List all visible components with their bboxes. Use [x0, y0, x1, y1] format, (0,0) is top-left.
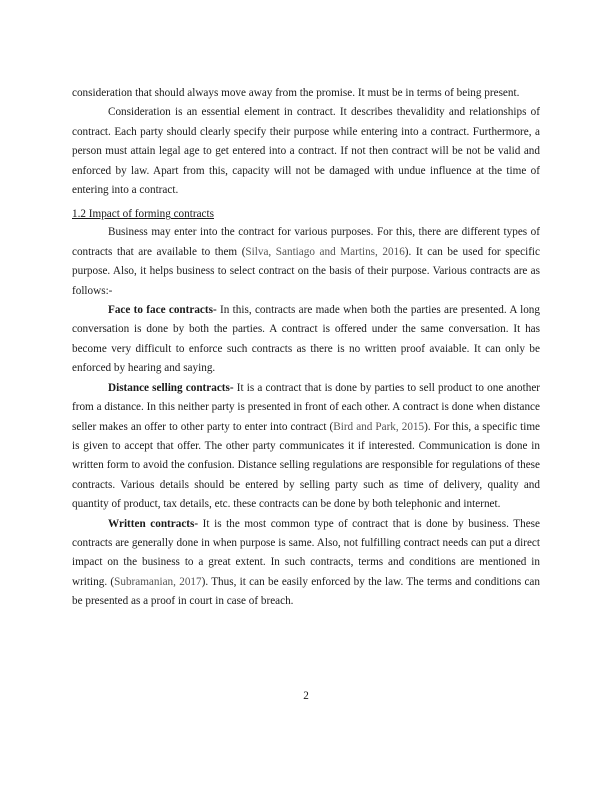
- paragraph-consideration-cont: consideration that should always move away from the promise. It must be in terms of being present.: [72, 87, 520, 99]
- section-heading: 1.2 Impact of forming contracts: [72, 208, 214, 221]
- text-run: It is the most common type of contract that is done by business. These contracts are generally done in when purpose is same. Also, not fulfilling contract needs can put a direct impact on the business to a great extent. In such contracts, terms and conditions are mentioned in writing. (: [72, 517, 540, 588]
- paragraph-distance-selling: [72, 379, 540, 515]
- text-run: It is a contract that is done by parties to sell product to one another from a distance. In this neither party is presented in front of each other. A contract is done when distance seller makes an offer to other party to enter into contract (: [72, 381, 541, 433]
- citation: Silva, Santiago and Martins, 2016: [245, 245, 405, 258]
- paragraph-business-purposes: [72, 223, 540, 301]
- term-distance-selling: Distance selling contracts-: [108, 381, 234, 394]
- text-run: ). It can be used for specific purpose. Also, it helps business to select contract on the basis of their purpose. Various contracts are as follows:-: [72, 245, 541, 297]
- text-run: ). For this, a specific time is given to accept that offer. The other party communicates it if interested. Communication is done in written form to avoid the confusion. Distance selling regulations are responsible for regulations of these contracts. Various details should be entered by selling party such as time of delivery, quality and quantity of product, tax details, etc. these contracts can be done by both telephonic and internet.: [72, 420, 540, 511]
- term-written-contracts: Written contracts-: [108, 517, 199, 530]
- text-run: In this, contracts are made when both the parties are presented. A long conversation is done by both the parties. A contract is offered under the same conversation. It has become very difficult to enforce such contracts as there is no written proof avaiable. It can only be enforced by hearing and saying.: [72, 304, 540, 375]
- page-content: [72, 84, 540, 612]
- page-number: 2: [303, 690, 309, 702]
- paragraph-face-to-face: [72, 301, 540, 379]
- citation: Subramanian, 2017: [114, 575, 202, 588]
- paragraph-written-contracts: [72, 515, 540, 612]
- term-face-to-face: Face to face contracts-: [108, 304, 217, 317]
- paragraph-consideration: Consideration is an essential element in contract. It describes thevalidity and relationships of contract. Each party should clearly specify their purpose while entering into a contract. Furthermore, a person must attain legal age to get entered into a contract. If not then contract will be not be valid and enforced by law. Apart from this, capacity will not be damaged with undue influence at the time of entering into a contract.: [72, 106, 540, 197]
- text-run: Business may enter into the contract for various purposes. For this, there are different types of contracts that are available to them (: [72, 226, 540, 258]
- text-run: ). Thus, it can be easily enforced by the law. The terms and conditions can be presented as a proof in court in case of breach.: [72, 575, 540, 608]
- citation: Bird and Park, 2015: [333, 420, 425, 433]
